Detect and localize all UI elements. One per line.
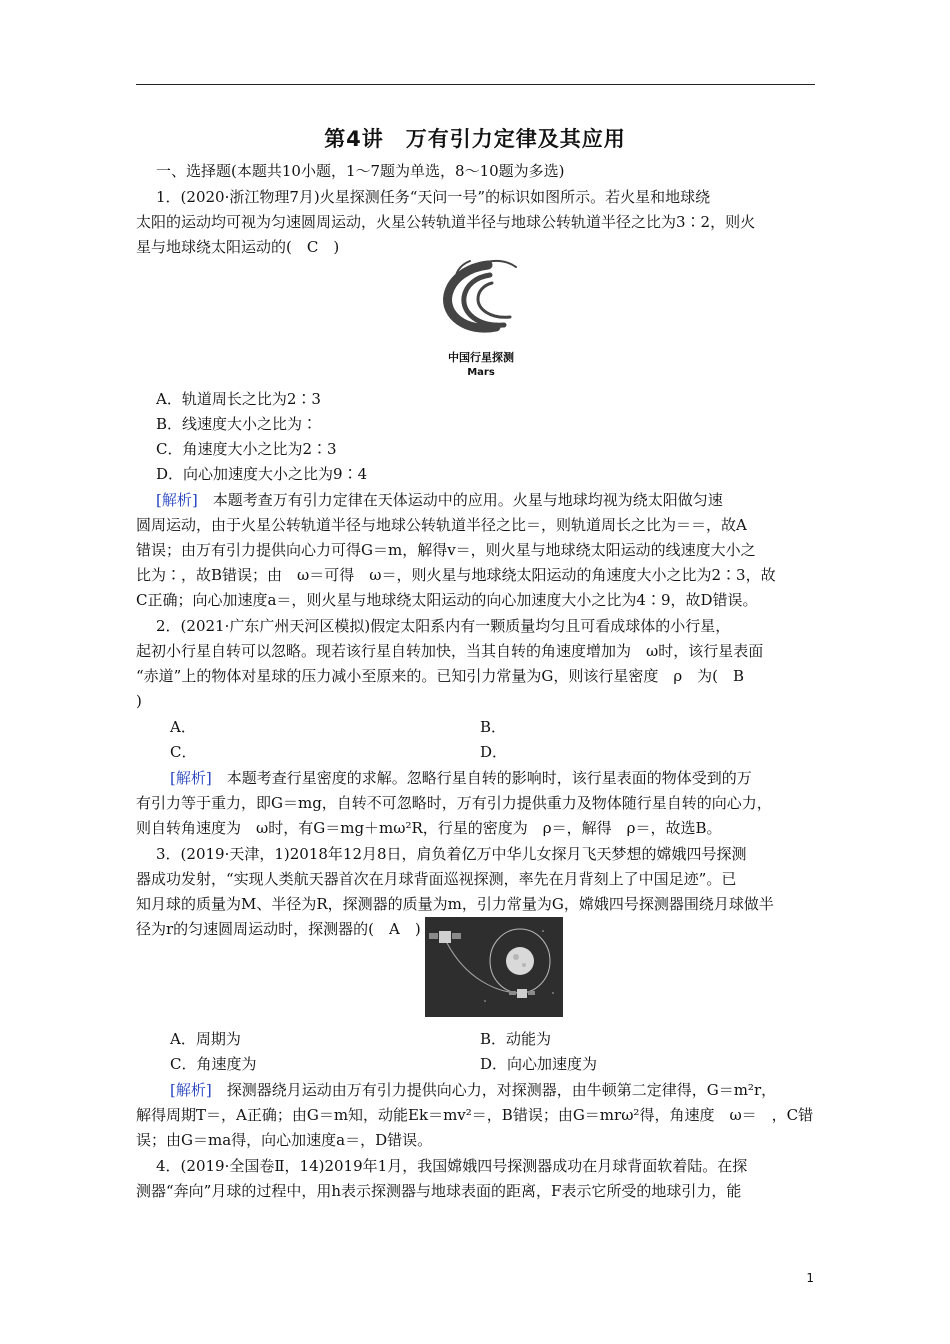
q3-stem-line: 知月球的质量为M、半径为R，探测器的质量为m，引力常量为G，嫦娥四号探测器围绕月球做半 <box>136 895 774 913</box>
q2-stem-line: “赤道”上的物体对星球的压力减小至原来的。已知引力常量为G，则该行星密度 ρ 为( B <box>136 667 745 685</box>
q2-option-d: D． <box>480 743 508 761</box>
q3-option-b: B．动能为 <box>480 1030 552 1048</box>
analysis-label: [解析] <box>156 491 198 509</box>
mars-logo-icon <box>426 255 526 347</box>
q3-stem-line: 器成功发射，“实现人类航天器首次在月球背面巡视探测，率先在月背刻上了中国足迹”。已 <box>136 870 737 888</box>
page-number: 1 <box>806 1271 814 1285</box>
section-heading: 一、选择题(本题共10小题，1～7题为单选，8～10题为多选) <box>156 162 565 180</box>
analysis-label: [解析] <box>170 769 212 787</box>
q1-analysis-line: 错误；由万有引力提供向心力可得G＝m，解得v＝，则火星与地球绕太阳运动的线速度大小之 <box>136 541 756 559</box>
q1-stem-line: 1．(2020·浙江物理7月)火星探测任务“天问一号”的标识如图所示。若火星和地球绕 <box>156 188 711 206</box>
q1-analysis-line: [解析] 本题考查万有引力定律在天体运动中的应用。火星与地球均视为绕太阳做匀速 <box>156 491 723 509</box>
q3-option-d: D．向心加速度为 <box>480 1055 598 1073</box>
q1-stem-line: 太阳的运动均可视为匀速圆周运动，火星公转轨道半径与地球公转轨道半径之比为3∶2，则火 <box>136 213 756 231</box>
figure-caption-en: Mars <box>467 367 495 378</box>
q3-option-a: A．周期为 <box>170 1030 241 1048</box>
q2-option-a: A． <box>170 718 196 736</box>
q3-analysis-line: [解析] 探测器绕月运动由万有引力提供向心力，对探测器，由牛顿第二定律得，G＝m²r， <box>170 1081 777 1099</box>
q3-stem-line: 径为r的匀速圆周运动时，探测器的( A ) <box>136 920 421 938</box>
mars-logo-figure <box>426 255 526 380</box>
q2-option-c: C． <box>170 743 197 761</box>
figure-caption-cn: 中国行星探测 <box>448 351 514 364</box>
q3-analysis-line: 解得周期T＝，A正确；由G＝m知，动能Ek＝mv²＝，B错误；由G＝mrω²得，角速度 ω＝ ，C错 <box>136 1106 814 1124</box>
lunar-probe-figure <box>425 917 563 1017</box>
q1-option-b: B．线速度大小之比为∶ <box>156 415 318 433</box>
q1-option-a: A．轨道周长之比为2∶3 <box>156 390 321 408</box>
page-title: 第4讲 万有引力定律及其应用 <box>324 127 626 151</box>
q2-option-b: B． <box>480 718 507 736</box>
q2-stem-line: 起初小行星自转可以忽略。现若该行星自转加快，当其自转的角速度增加为 ω时，该行星表面 <box>136 642 764 660</box>
q1-analysis-line: 比为∶，故B错误；由 ω＝可得 ω＝，则火星与地球绕太阳运动的角速度大小之比为2∶3，故 <box>136 566 776 584</box>
q2-stem-line: ) <box>136 692 142 710</box>
lunar-orbit-icon <box>425 917 563 1017</box>
q3-option-c: C．角速度为 <box>170 1055 257 1073</box>
q1-option-c: C．角速度大小之比为2∶3 <box>156 440 337 458</box>
analysis-label: [解析] <box>170 1081 212 1099</box>
q4-stem-line: 4．(2019·全国卷Ⅱ，14)2019年1月，我国嫦娥四号探测器成功在月球背面软着陆。在探 <box>156 1157 748 1175</box>
q2-analysis-line: 有引力等于重力，即G＝mg，自转不可忽略时，万有引力提供重力及物体随行星自转的向心力， <box>136 794 772 812</box>
q1-analysis-line: 圆周运动，由于火星公转轨道半径与地球公转轨道半径之比＝，则轨道周长之比为＝＝，故A <box>136 516 747 534</box>
q3-analysis-line: 误；由G＝ma得，向心加速度a＝，D错误。 <box>136 1131 433 1149</box>
header-rule <box>136 84 815 85</box>
q1-analysis-line: C正确；向心加速度a＝，则火星与地球绕太阳运动的向心加速度大小之比为4∶9，故D错误。 <box>136 591 758 609</box>
q2-analysis-line: [解析] 本题考查行星密度的求解。忽略行星自转的影响时，该行星表面的物体受到的万 <box>170 769 752 787</box>
q2-analysis-line: 则自转角速度为 ω时，有G＝mg＋mω²R，行星的密度为 ρ＝，解得 ρ＝，故选B。 <box>136 819 722 837</box>
q4-stem-line: 测器“奔向”月球的过程中，用h表示探测器与地球表面的距离，F表示它所受的地球引力，能 <box>136 1182 742 1200</box>
q1-option-d: D．向心加速度大小之比为9∶4 <box>156 465 368 483</box>
q3-stem-line: 3．(2019·天津，1)2018年12月8日，肩负着亿万中华儿女探月飞天梦想的嫦娥四号探测 <box>156 845 747 863</box>
q1-stem-line: 星与地球绕太阳运动的( C ) <box>136 238 340 256</box>
q2-stem-line: 2．(2021·广东广州天河区模拟)假定太阳系内有一颗质量均匀且可看成球体的小行星， <box>156 617 731 635</box>
